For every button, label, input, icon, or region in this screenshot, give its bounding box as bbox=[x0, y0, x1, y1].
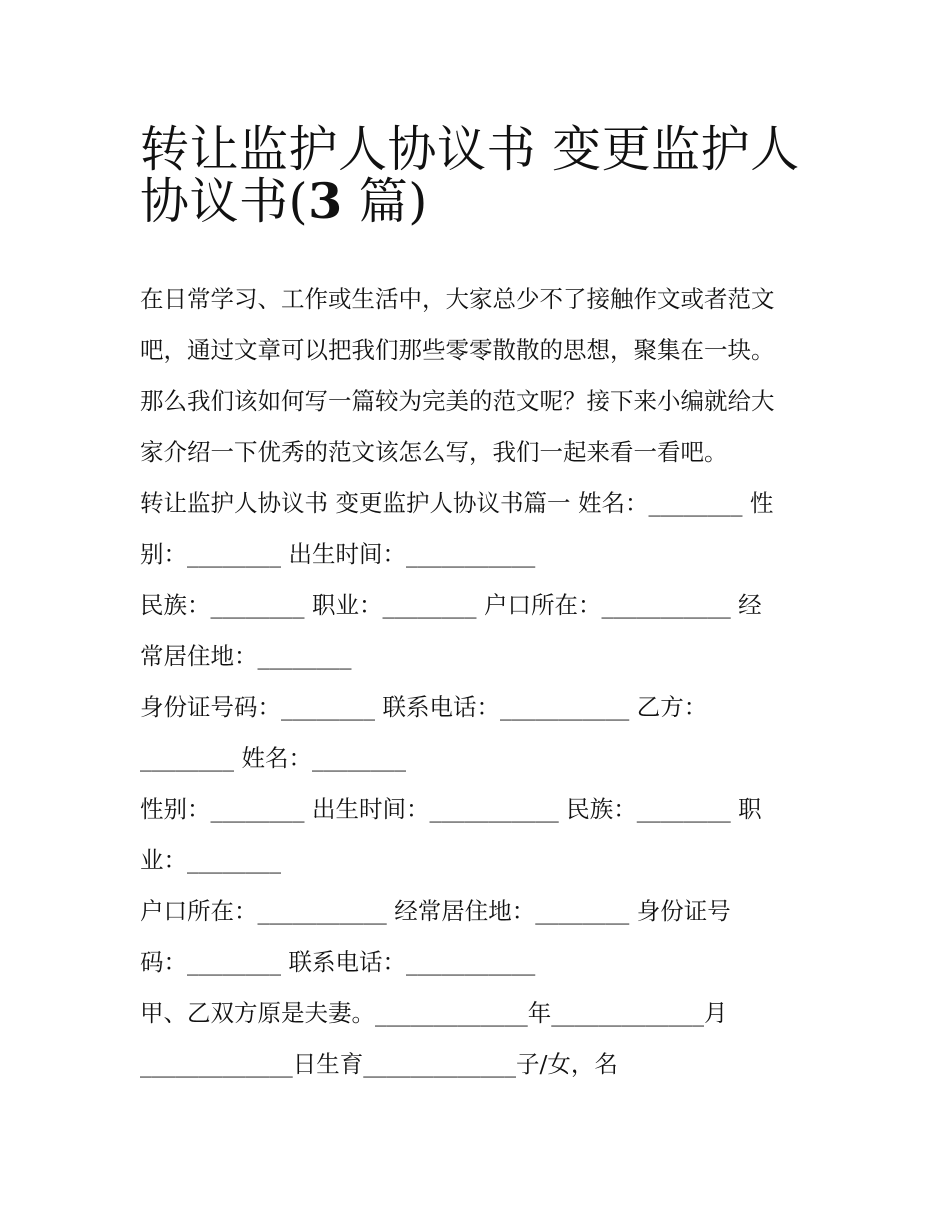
form-line: 身份证号码：________ 联系电话：___________ 乙方： bbox=[140, 693, 708, 721]
form-line: 业：________ bbox=[140, 846, 281, 874]
intro-paragraph bbox=[140, 274, 820, 478]
form-line: ________ 姓名：________ bbox=[140, 744, 406, 772]
form-line: 民族：________ 职业：________ 户口所在：___________ 经 bbox=[140, 591, 762, 619]
form-line: 别：________ 出生时间：___________ bbox=[140, 540, 536, 568]
intro-line: 那么我们该如何写一篇较为完美的范文呢？接下来小编就给大 bbox=[140, 387, 775, 415]
intro-line: 在日常学习、工作或生活中，大家总少不了接触作文或者范文 bbox=[140, 285, 775, 313]
title-count: 3 bbox=[308, 172, 343, 230]
form-line: _____________日生育_____________子/女，名 bbox=[140, 1050, 618, 1078]
form-line: 码：________ 联系电话：___________ bbox=[140, 948, 536, 976]
title-line-2-prefix: 协议书( bbox=[140, 173, 309, 230]
form-line: 甲、乙双方原是夫妻。_____________年_____________月 bbox=[140, 999, 728, 1027]
title-line-1: 转让监护人协议书 变更监护人 bbox=[140, 121, 800, 178]
intro-line: 吧，通过文章可以把我们那些零零散散的思想，聚集在一块。 bbox=[140, 336, 775, 364]
title-line-2-suffix: 篇) bbox=[342, 173, 428, 230]
agreement-form bbox=[140, 478, 820, 1090]
form-line: 常居住地：________ bbox=[140, 642, 352, 670]
form-line: 性别：________ 出生时间：___________ 民族：________ 职 bbox=[140, 795, 762, 823]
form-line: 转让监护人协议书 变更监护人协议书篇一 姓名：________ 性 bbox=[140, 489, 774, 517]
intro-line: 家介绍一下优秀的范文该怎么写，我们一起来看一看吧。 bbox=[140, 438, 728, 466]
page-title bbox=[140, 112, 820, 230]
form-line: 户口所在：___________ 经常居住地：________ 身份证号 bbox=[140, 897, 731, 925]
